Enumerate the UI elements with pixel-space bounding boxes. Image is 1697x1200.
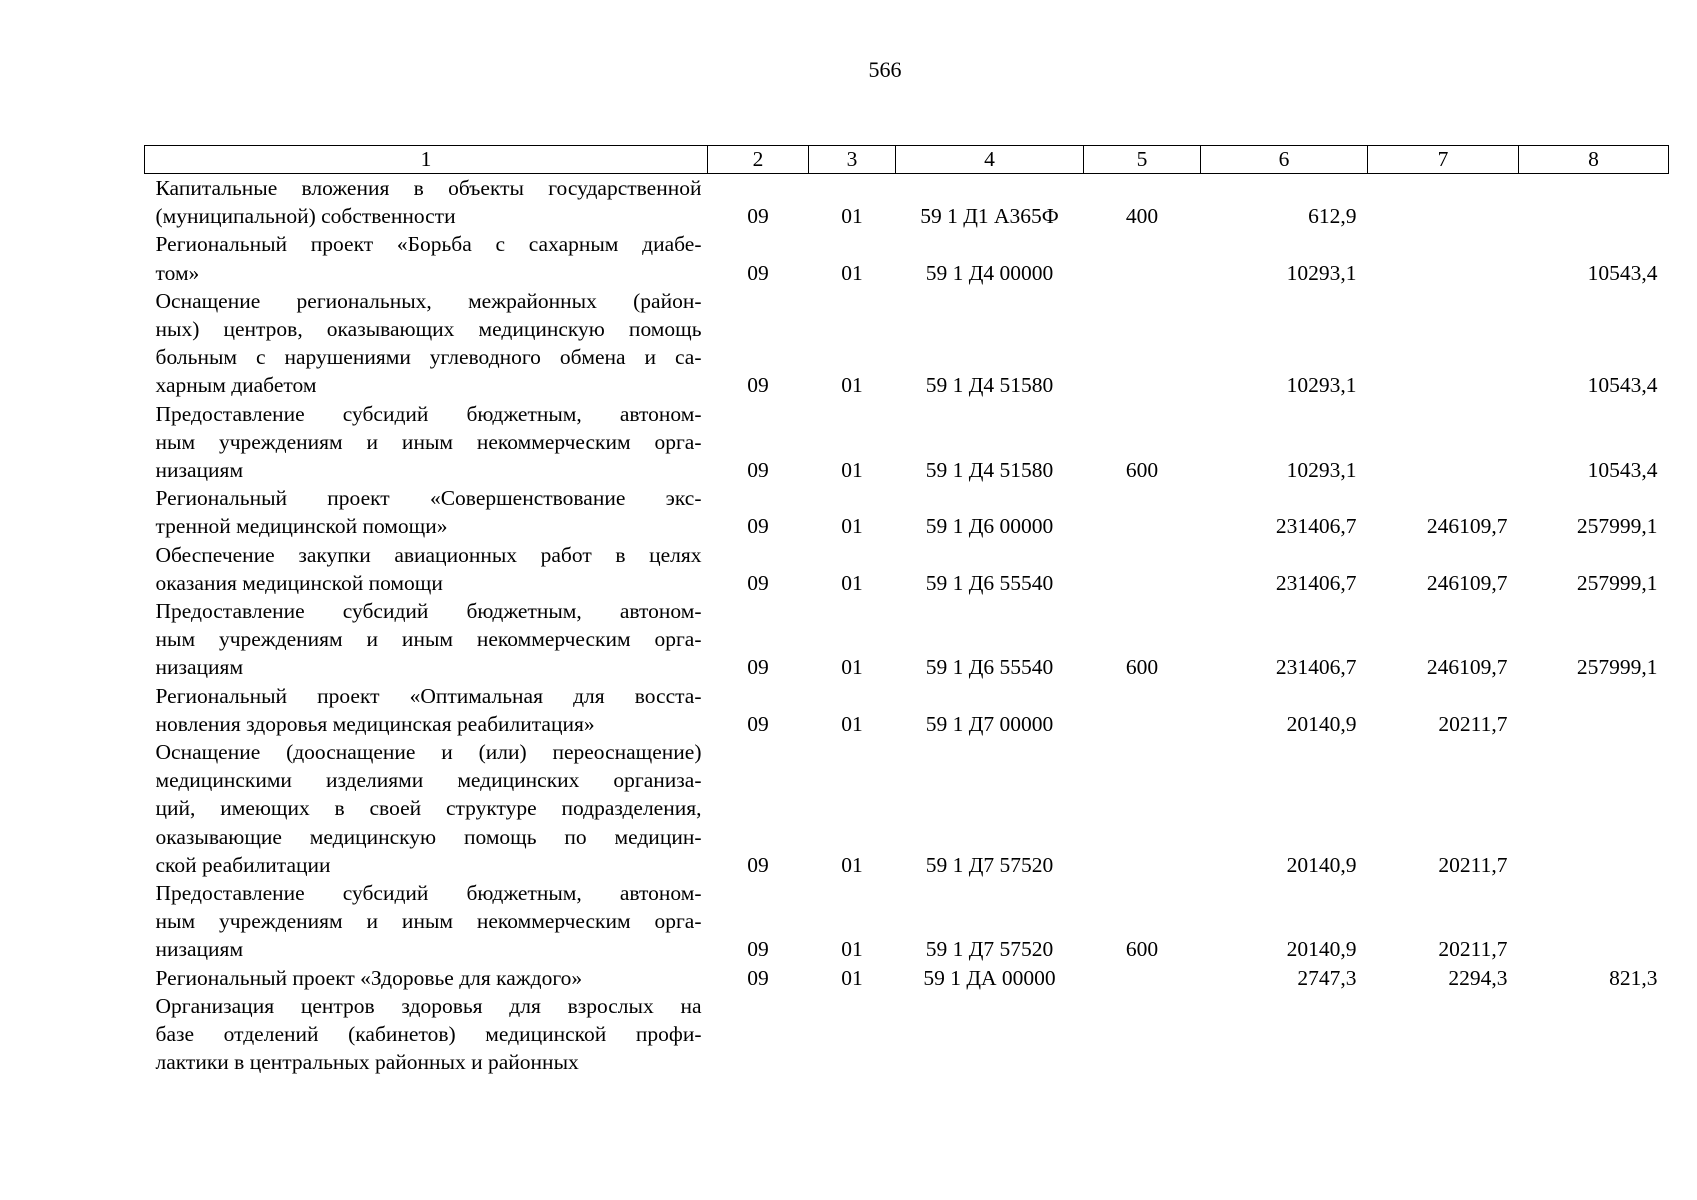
amount-col-7 [1368, 400, 1519, 485]
section-code: 09 [747, 260, 769, 285]
page-number: 566 [868, 57, 902, 82]
table-row [145, 484, 1669, 540]
table-row [145, 682, 1669, 738]
target-article-code: 59 1 Д4 51580 [925, 373, 1054, 398]
column-header: 2 [708, 146, 809, 174]
column-header: 1 [145, 146, 708, 174]
expense-type-code [1084, 682, 1201, 738]
section-code: 09 [747, 204, 769, 229]
table-body [145, 174, 1669, 1077]
target-article-code: 59 1 Д4 00000 [925, 260, 1054, 285]
expense-type-code: 600 [1125, 937, 1159, 962]
budget-table [144, 145, 1669, 1077]
expense-type-code [1084, 964, 1201, 992]
section-code: 09 [747, 711, 769, 736]
description-line: больным с нарушениями углеводного обмена и са- [155, 345, 702, 370]
description-line: Организация центров здоровья для взрослых на [155, 993, 702, 1018]
section-code [708, 992, 809, 1077]
row-description [145, 879, 708, 964]
amount-col-6: 20140,9 [1286, 852, 1357, 877]
amount-col-6: 612,9 [1308, 204, 1357, 229]
amount-col-7: 20211,7 [1438, 937, 1508, 962]
section-code: 09 [747, 514, 769, 539]
section-code: 09 [747, 965, 769, 990]
description-line: Региональный проект «Совершенствование экс- [155, 486, 702, 511]
expense-type-code [1084, 484, 1201, 540]
amount-col-6: 20140,9 [1286, 937, 1357, 962]
section-code: 09 [747, 458, 769, 483]
row-description [145, 230, 708, 286]
description-line: ций, имеющих в своей структуре подразделения, [155, 796, 702, 821]
description-line: лактики в центральных районных и районных [155, 1050, 579, 1075]
subsection-code: 01 [841, 711, 863, 736]
subsection-code: 01 [841, 458, 863, 483]
column-header: 5 [1084, 146, 1201, 174]
row-description [145, 964, 708, 992]
amount-col-6: 231406,7 [1275, 655, 1357, 680]
row-description [145, 992, 708, 1077]
table-row [145, 400, 1669, 485]
column-header: 7 [1368, 146, 1519, 174]
description-line: Региональный проект «Оптимальная для восста- [155, 683, 702, 708]
column-number-header [145, 146, 1669, 174]
section-code: 09 [747, 655, 769, 680]
description-line: низациям [155, 655, 244, 680]
description-line: низациям [155, 458, 244, 483]
amount-col-6: 231406,7 [1275, 514, 1357, 539]
section-code: 09 [747, 852, 769, 877]
amount-col-7 [1368, 992, 1519, 1077]
amount-col-6: 10293,1 [1286, 458, 1357, 483]
amount-col-6 [1201, 992, 1368, 1077]
description-line: Предоставление субсидий бюджетным, автоном- [155, 599, 702, 624]
description-line: Предоставление субсидий бюджетным, автоном- [155, 401, 702, 426]
amount-col-8 [1519, 738, 1669, 879]
description-line: новления здоровья медицинская реабилитация» [155, 711, 595, 736]
row-description [145, 541, 708, 597]
target-article-code: 59 1 Д7 57520 [925, 852, 1054, 877]
description-line: Предоставление субсидий бюджетным, автоном- [155, 881, 702, 906]
amount-col-6: 10293,1 [1286, 260, 1357, 285]
amount-col-8: 10543,4 [1587, 458, 1658, 483]
subsection-code: 01 [841, 514, 863, 539]
section-code: 09 [747, 937, 769, 962]
description-line: (муниципальной) собственности [155, 204, 456, 229]
expense-type-code [1084, 992, 1201, 1077]
description-line: тренной медицинской помощи» [155, 514, 448, 539]
amount-col-6: 2747,3 [1297, 965, 1357, 990]
description-line: харным диабетом [155, 373, 317, 398]
description-line: Обеспечение закупки авиационных работ в целях [155, 542, 702, 567]
amount-col-8 [1519, 879, 1669, 964]
table-row [145, 992, 1669, 1077]
expense-type-code [1084, 738, 1201, 879]
subsection-code: 01 [841, 570, 863, 595]
subsection-code: 01 [841, 655, 863, 680]
column-header: 3 [809, 146, 896, 174]
table-row [145, 230, 1669, 286]
target-article-code: 59 1 Д4 51580 [925, 458, 1054, 483]
table-row [145, 541, 1669, 597]
description-line: Капитальные вложения в объекты государственной [155, 176, 702, 200]
description-line: Оснащение (дооснащение и (или) переоснащение) [155, 740, 702, 765]
expense-type-code [1084, 230, 1201, 286]
description-line: оказывающие медицинскую помощь по медицин- [155, 824, 702, 849]
expense-type-code: 600 [1125, 458, 1159, 483]
table-row [145, 174, 1669, 231]
column-header: 8 [1519, 146, 1669, 174]
description-line: ным учреждениям и иным некоммерческим орга- [155, 627, 702, 652]
table-row [145, 287, 1669, 400]
target-article-code: 59 1 Д7 57520 [925, 937, 1054, 962]
row-description [145, 597, 708, 682]
row-description [145, 174, 708, 231]
target-article-code: 59 1 ДА 00000 [923, 965, 1056, 990]
amount-col-7: 246109,7 [1426, 570, 1508, 595]
row-description [145, 287, 708, 400]
amount-col-7: 20211,7 [1438, 711, 1508, 736]
description-line: ных) центров, оказывающих медицинскую помощь [155, 317, 702, 342]
expense-type-code: 400 [1125, 204, 1159, 229]
target-article-code: 59 1 Д6 00000 [925, 514, 1054, 539]
target-article-code: 59 1 Д6 55540 [925, 570, 1054, 595]
description-line: Региональный проект «Здоровье для каждого» [155, 965, 583, 990]
table-row [145, 964, 1669, 992]
column-header: 6 [1201, 146, 1368, 174]
amount-col-7: 20211,7 [1438, 852, 1508, 877]
column-header: 4 [896, 146, 1084, 174]
amount-col-6: 231406,7 [1275, 570, 1357, 595]
amount-col-8: 257999,1 [1576, 514, 1658, 539]
subsection-code: 01 [841, 965, 863, 990]
description-line: Региональный проект «Борьба с сахарным диабе- [155, 232, 702, 257]
amount-col-7: 246109,7 [1426, 514, 1508, 539]
amount-col-7 [1368, 230, 1519, 286]
amount-col-6: 20140,9 [1286, 711, 1357, 736]
row-description [145, 682, 708, 738]
amount-col-6: 10293,1 [1286, 373, 1357, 398]
expense-type-code [1084, 287, 1201, 400]
amount-col-7 [1368, 287, 1519, 400]
description-line: низациям [155, 937, 244, 962]
amount-col-7: 2294,3 [1448, 965, 1508, 990]
expense-type-code: 600 [1125, 655, 1159, 680]
description-line: оказания медицинской помощи [155, 570, 443, 595]
amount-col-8 [1519, 682, 1669, 738]
subsection-code: 01 [841, 937, 863, 962]
amount-col-7 [1368, 174, 1519, 231]
target-article-code: 59 1 Д1 А365Ф [920, 204, 1059, 229]
description-line: медицинскими изделиями медицинских организа- [155, 768, 702, 793]
row-description [145, 738, 708, 879]
amount-col-8 [1519, 174, 1669, 231]
subsection-code [809, 992, 896, 1077]
description-line: ным учреждениям и иным некоммерческим орга- [155, 909, 702, 934]
section-code: 09 [747, 570, 769, 595]
description-line: ным учреждениям и иным некоммерческим орга- [155, 429, 702, 454]
amount-col-8: 821,3 [1609, 965, 1658, 990]
amount-col-8: 10543,4 [1587, 373, 1658, 398]
description-line: том» [155, 260, 200, 285]
row-description [145, 484, 708, 540]
row-description [145, 400, 708, 485]
amount-col-7: 246109,7 [1426, 655, 1508, 680]
description-line: ской реабилитации [155, 852, 331, 877]
amount-col-8: 257999,1 [1576, 570, 1658, 595]
expense-type-code [1084, 541, 1201, 597]
section-code: 09 [747, 373, 769, 398]
table-row [145, 597, 1669, 682]
table-row [145, 738, 1669, 879]
target-article-code: 59 1 Д6 55540 [925, 655, 1054, 680]
subsection-code: 01 [841, 260, 863, 285]
subsection-code: 01 [841, 852, 863, 877]
amount-col-8 [1519, 992, 1669, 1077]
amount-col-8: 257999,1 [1576, 655, 1658, 680]
description-line: Оснащение региональных, межрайонных (район- [155, 288, 702, 313]
description-line: базе отделений (кабинетов) медицинской профи- [155, 1022, 702, 1047]
target-article-code: 59 1 Д7 00000 [925, 711, 1054, 736]
amount-col-8: 10543,4 [1587, 260, 1658, 285]
table-row [145, 879, 1669, 964]
subsection-code: 01 [841, 204, 863, 229]
target-article-code [896, 992, 1084, 1077]
subsection-code: 01 [841, 373, 863, 398]
